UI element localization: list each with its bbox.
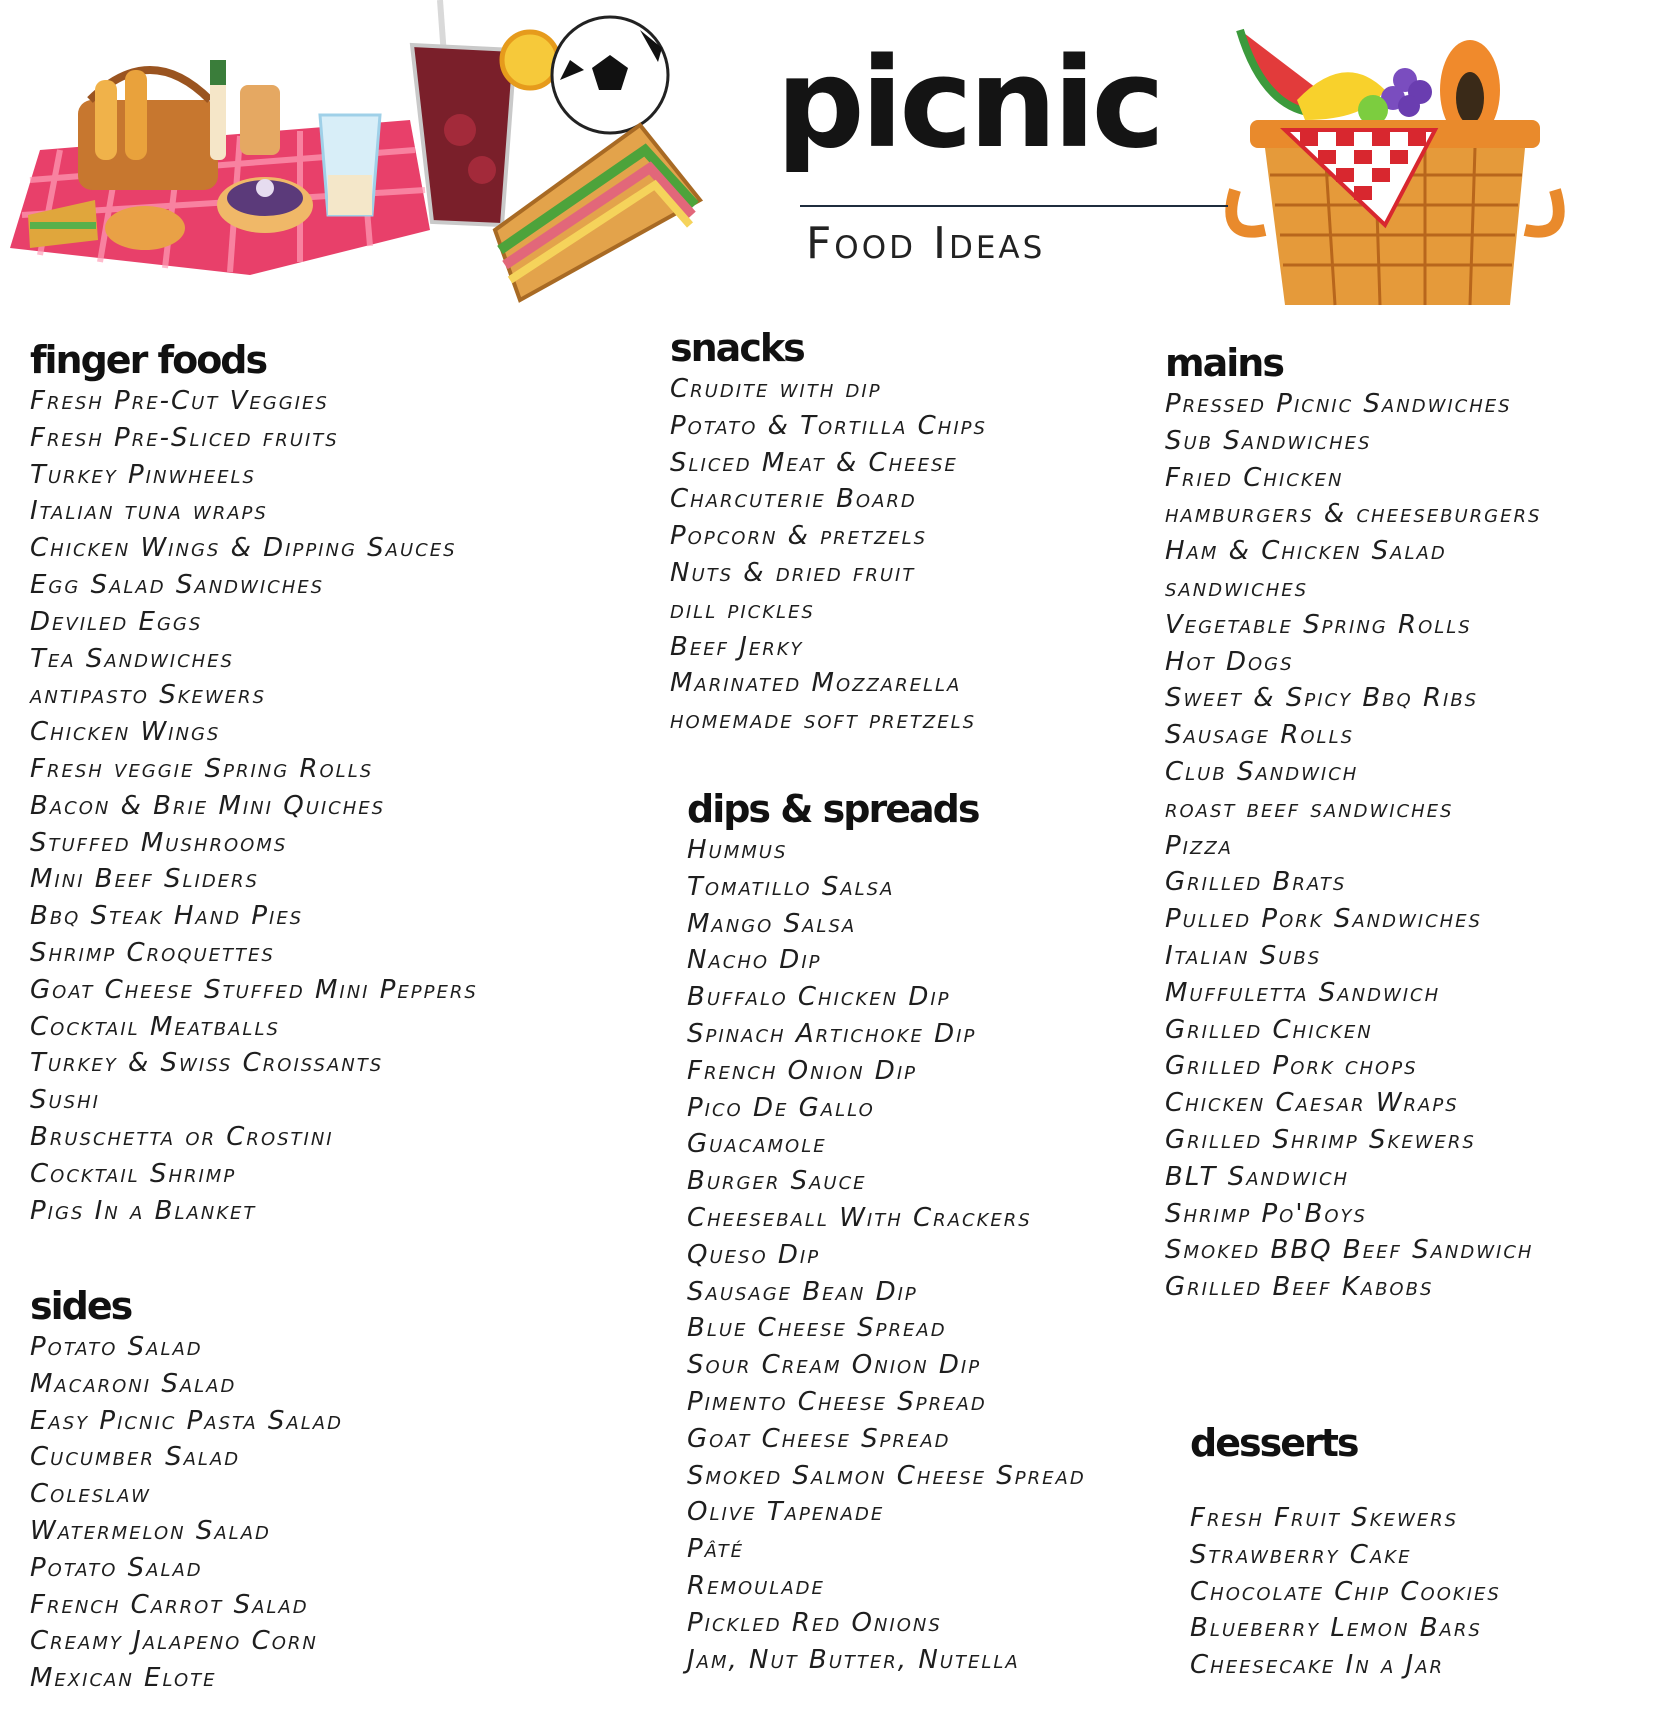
fruit-basket-illustration	[1225, 10, 1570, 310]
section-heading: sides	[30, 1284, 132, 1328]
page-subtitle: Food Ideas	[806, 218, 1046, 269]
food-item: Sushi	[30, 1085, 100, 1116]
drink-sandwich-ball-illustration	[400, 0, 740, 310]
food-item: Sweet & Spicy Bbq Ribs	[1165, 683, 1479, 714]
food-item: Chicken Caesar Wraps	[1165, 1088, 1459, 1119]
food-item: Spinach Artichoke Dip	[687, 1018, 977, 1049]
food-item: Crudite with dip	[670, 374, 882, 404]
food-item: Pimento Cheese Spread	[687, 1386, 987, 1417]
food-item: Olive Tapenade	[687, 1497, 885, 1528]
section-mains	[1165, 340, 1541, 1306]
food-item: Egg Salad Sandwiches	[30, 569, 325, 600]
food-item: Tea Sandwiches	[30, 643, 234, 674]
food-item: Grilled Brats	[1165, 867, 1347, 898]
food-item: Easy Picnic Pasta Salad	[30, 1405, 343, 1436]
food-item: Pressed Picnic Sandwiches	[1165, 389, 1512, 419]
food-item: Italian Subs	[1165, 940, 1322, 971]
food-item: Goat Cheese Spread	[687, 1423, 951, 1454]
page-title: picnic	[776, 32, 1162, 176]
food-item: dill pickles	[670, 594, 815, 625]
food-item: Fresh Pre-Sliced fruits	[30, 422, 339, 453]
item-list	[670, 371, 987, 739]
food-item: Mini Beef Sliders	[30, 864, 259, 895]
food-item: Nacho Dip	[687, 945, 822, 976]
food-item: Pâté	[687, 1534, 745, 1565]
food-item: homemade soft pretzels	[670, 705, 977, 736]
food-item: Hot Dogs	[1165, 646, 1294, 677]
title-divider	[800, 205, 1228, 207]
food-item: Chocolate Chip Cookies	[1190, 1576, 1501, 1607]
food-item: Marinated Mozzarella	[670, 668, 962, 699]
food-item: Creamy Jalapeno Corn	[30, 1626, 318, 1657]
item-list	[30, 383, 478, 1229]
food-item: Cocktail Shrimp	[30, 1158, 237, 1189]
section-heading: mains	[1165, 341, 1283, 385]
food-item: Beef Jerky	[670, 631, 804, 662]
food-item: Charcuterie Board	[670, 484, 917, 515]
food-item: Tomatillo Salsa	[687, 871, 895, 902]
food-item: Grilled Pork chops	[1165, 1051, 1418, 1082]
food-item: antipasto Skewers	[30, 680, 266, 711]
food-item: French Onion Dip	[687, 1055, 917, 1086]
picnic-blanket-illustration	[0, 0, 440, 290]
food-item: Cucumber Salad	[30, 1442, 241, 1473]
food-item: Nuts & dried fruit	[670, 557, 916, 588]
food-item: Potato Salad	[30, 1332, 203, 1362]
food-item: BLT Sandwich	[1165, 1161, 1350, 1192]
food-item: Cocktail Meatballs	[30, 1011, 280, 1042]
food-item: Coleslaw	[30, 1479, 151, 1510]
food-item: Shrimp Croquettes	[30, 937, 275, 968]
food-item: Potato Salad	[30, 1552, 203, 1583]
food-item: Vegetable Spring Rolls	[1165, 609, 1472, 640]
food-item: Smoked Salmon Cheese Spread	[687, 1460, 1086, 1491]
section-heading: snacks	[670, 326, 804, 370]
food-item: Strawberry Cake	[1190, 1539, 1412, 1570]
food-item: Turkey & Swiss Croissants	[30, 1048, 384, 1079]
food-item: Fresh Fruit Skewers	[1190, 1503, 1459, 1533]
food-item: Italian tuna wraps	[30, 496, 268, 527]
food-item: Smoked BBQ Beef Sandwich	[1165, 1235, 1534, 1266]
food-item: Queso Dip	[687, 1239, 821, 1270]
food-item: roast beef sandwiches	[1165, 793, 1454, 824]
food-item: Guacamole	[687, 1129, 827, 1160]
food-item: Chicken Wings	[30, 717, 221, 748]
food-item: Grilled Chicken	[1165, 1014, 1373, 1045]
food-item: Popcorn & pretzels	[670, 521, 928, 552]
food-item: French Carrot Salad	[30, 1589, 309, 1620]
food-item: Sausage Rolls	[1165, 720, 1355, 751]
food-item: Sub Sandwiches	[1165, 425, 1372, 456]
item-list	[687, 832, 1086, 1678]
food-item: Macaroni Salad	[30, 1368, 237, 1399]
food-item: Club Sandwich	[1165, 756, 1359, 787]
item-list	[1165, 386, 1541, 1306]
food-item: Fresh Pre-Cut Veggies	[30, 386, 329, 416]
food-item: Jam, Nut Butter, Nutella	[687, 1644, 1020, 1675]
food-item: Blueberry Lemon Bars	[1190, 1613, 1482, 1644]
item-list	[1190, 1500, 1501, 1684]
food-item: Cheeseball With Crackers	[687, 1202, 1032, 1233]
food-item: Sliced Meat & Cheese	[670, 447, 958, 478]
food-item: Bbq Steak Hand Pies	[30, 901, 304, 932]
food-item: sandwiches	[1165, 572, 1309, 603]
food-item: Potato & Tortilla Chips	[670, 410, 987, 441]
section-finger-foods	[30, 337, 478, 1229]
food-item: Grilled Shrimp Skewers	[1165, 1124, 1476, 1155]
food-item: Mango Salsa	[687, 908, 857, 939]
food-item: Shrimp Po'Boys	[1165, 1198, 1367, 1229]
food-item: Mexican Elote	[30, 1663, 217, 1694]
food-item: hamburgers & cheeseburgers	[1165, 499, 1542, 530]
food-item: Cheesecake In a Jar	[1190, 1650, 1445, 1681]
section-dips-spreads	[687, 786, 1086, 1678]
food-item: Pizza	[1165, 830, 1233, 861]
food-item: Chicken Wings & Dipping Sauces	[30, 533, 457, 564]
food-item: Bacon & Brie Mini Quiches	[30, 790, 386, 821]
item-list	[30, 1329, 343, 1697]
food-item: Ham & Chicken Salad	[1165, 536, 1447, 567]
food-item: Fresh veggie Spring Rolls	[30, 753, 374, 784]
section-heading: dips & spreads	[687, 787, 979, 831]
food-item: Buffalo Chicken Dip	[687, 982, 951, 1013]
food-item: Grilled Beef Kabobs	[1165, 1272, 1434, 1303]
food-item: Watermelon Salad	[30, 1515, 271, 1546]
food-item: Sausage Bean Dip	[687, 1276, 918, 1307]
food-item: Pigs In a Blanket	[30, 1195, 257, 1226]
food-item: Hummus	[687, 835, 788, 865]
food-item: Bruschetta or Crostini	[30, 1121, 334, 1152]
section-snacks	[670, 325, 987, 739]
food-item: Sour Cream Onion Dip	[687, 1350, 982, 1381]
food-item: Goat Cheese Stuffed Mini Peppers	[30, 974, 478, 1005]
food-item: Deviled Eggs	[30, 606, 203, 637]
section-heading: finger foods	[30, 338, 267, 382]
section-heading: desserts	[1190, 1421, 1358, 1465]
food-item: Remoulade	[687, 1570, 825, 1601]
food-item: Muffuletta Sandwich	[1165, 977, 1441, 1008]
food-item: Stuffed Mushrooms	[30, 827, 288, 858]
food-item: Burger Sauce	[687, 1166, 867, 1197]
section-sides	[30, 1283, 343, 1697]
food-item: Pulled Pork Sandwiches	[1165, 904, 1482, 935]
food-item: Pickled Red Onions	[687, 1607, 942, 1638]
food-item: Turkey Pinwheels	[30, 459, 256, 490]
food-item: Fried Chicken	[1165, 462, 1344, 493]
food-item: Blue Cheese Spread	[687, 1313, 947, 1344]
section-desserts	[1190, 1420, 1501, 1684]
food-item: Pico De Gallo	[687, 1092, 875, 1123]
